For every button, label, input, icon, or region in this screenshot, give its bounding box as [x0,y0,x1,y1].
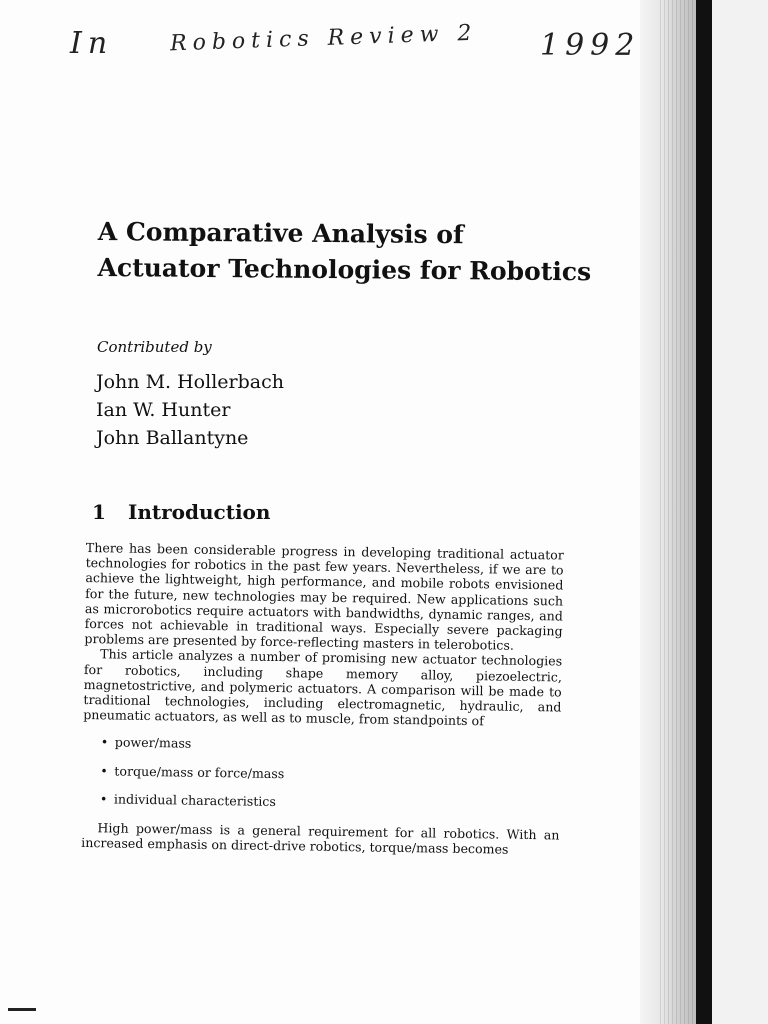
bullet-text: torque/mass or force/mass [114,763,285,781]
article-title-line-1: A Comparative Analysis of [97,216,464,250]
contributed-by-label: Contributed by [97,338,212,356]
handwritten-note [70,14,641,74]
handwritten-in: In [70,26,114,61]
section-number: 1 [92,500,106,524]
article-title-line-2: Actuator Technologies for Robotics [97,252,592,287]
handwritten-year: 1992 [540,28,641,63]
article-title [97,214,598,290]
paragraph: There has been considerable progress in developing traditional actuator technologies for robotics in the past few years. Nevertheless, if we are to achieve the lightweight, high performance, and mobile robots envisioned for the future, new technologies may be required. New applications such as microrobotics require actuators with bandwidths, dynamic ranges, and forces not achievable in traditional ways. Especially severe packaging problems are presented by force-reflecting masters in telerobotics. [84,540,564,653]
author-name: John M. Hollerbach [96,371,284,393]
bullet-text: power/mass [114,734,192,752]
scan-background [712,0,768,1024]
bullet-item [101,735,561,757]
section-heading [92,500,270,524]
bullet-icon: • [99,791,108,807]
bullet-list [82,734,561,813]
scan-mark [8,1008,36,1011]
page-edge-stack [660,0,696,1024]
paragraph: This article analyzes a number of promising new actuator technologies for robotics, including shape memory alloy, piezoelectric, magnetostrictive, and polymeric actuators. A comparison will be made to traditional technologies, including electromagnetic, hydraulic, and pneumatic actuators, as well as to muscle, from standpoints of [83,646,563,729]
bullet-item [100,791,560,813]
author-name: John Ballantyne [96,427,249,449]
bullet-icon: • [100,762,108,779]
section-body [81,540,564,858]
bullet-text: individual characteristics [113,791,277,809]
author-list [96,368,284,452]
author-name: Ian W. Hunter [96,399,231,421]
bullet-icon: • [100,734,109,750]
book-binding [696,0,712,1024]
section-title: Introduction [128,500,271,524]
handwritten-journal: Robotics Review 2 [169,20,478,57]
paragraph: High power/mass is a general requirement for all robotics. With an increased emphasis on direct-drive robotics, torque/mass becomes [81,820,560,857]
bullet-item [100,763,560,785]
